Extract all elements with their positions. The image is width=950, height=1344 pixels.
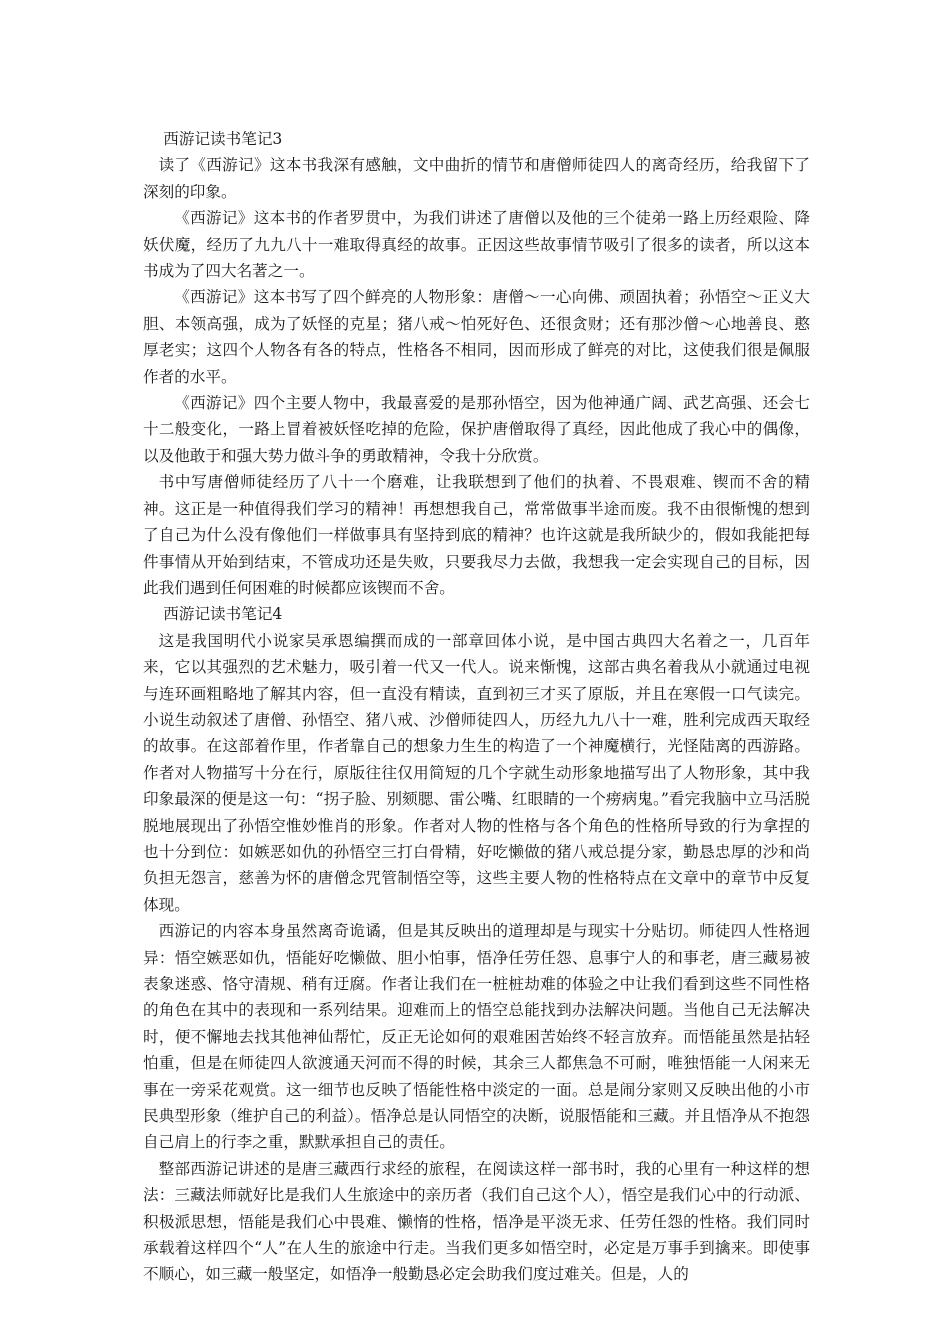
section-heading: 西游记读书笔记4 — [163, 605, 283, 624]
paragraph: 《西游记》这本书的作者罗贯中，为我们讲述了唐僧以及他的三个徒弟一路上历经艰险、降妖伏魔，经历了九九八十一难取得真经的故事。正因这些故事情节吸引了很多的读者，所以这本书成为了四大名著之一。 — [143, 209, 810, 281]
paragraph: 《西游记》这本书写了四个鲜亮的人物形象：唐僧～一心向佛、顽固执着；孙悟空～正义大胆、本领高强，成为了妖怪的克星；猪八戒～怕死好色、还很贪财；还有那沙僧～心地善良、憨厚老实；这四个人物各有各的特点，性格各不相同，因而形成了鲜亮的对比，这使我们很是佩服作者的水平。 — [143, 288, 810, 386]
document-body — [143, 126, 810, 1288]
paragraph: 《西游记》四个主要人物中，我最喜爱的是那孙悟空，因为他神通广阔、武艺高强、还会七十二般变化，一路上冒着被妖怪吃掉的危险，保护唐僧取得了真经，因此他成了我心中的偶像，以及他敢于和强大势力做斗争的勇敢精神，令我十分欣赏。 — [143, 394, 810, 465]
paragraph: 这是我国明代小说家吴承恩编撰而成的一部章回体小说，是中国古典四大名着之一，几百年来，它以其强烈的艺术魅力，吸引着一代又一代人。说来惭愧，这部古典名着我从小就通过电视与连环画粗略地了解其内容，但一直没有精读，直到初三才买了原版，并且在寒假一口气读完。小说生动叙述了唐僧、孙悟空、猪八戒、沙僧师徒四人，历经九九八十一难，胜利完成西天取经的故事。在这部着作里，作者靠自己的想象力生生的构造了一个神魔横行，光怪陆离的西游路。作者对人物描写十分在行，原版往往仅用简短的几个字就生动形象地描写出了人物形象，其中我印象最深的便是这一句：“拐子脸、别颏腮、雷公嘴、红眼睛的一个痨病鬼。”看完我脑中立马活脱脱地展现出了孙悟空惟妙惟肖的形象。作者对人物的性格与各个角色的性格所导致的行为拿捏的也十分到位：如嫉恶如仇的孙悟空三打白骨精，好吃懒做的猪八戒总提分家，勤恳忠厚的沙和尚负担无怨言，慈善为怀的唐僧念咒管制悟空等，这些主要人物的性格特点在文章中的章节中反复体现。 — [143, 631, 810, 914]
paragraph: 整部西游记讲述的是唐三藏西行求经的旅程，在阅读这样一部书时，我的心里有一种这样的想法：三藏法师就好比是我们人生旅途中的亲历者（我们自己这个人），悟空是我们心中的行动派、积极派思想，悟能是我们心中畏难、懒惰的性格，悟净是平淡无求、任劳任怨的性格。我们同时承载着这样四个“人”在人生的旅途中行走。当我们更多如悟空时，必定是万事手到擒来。即使事不顺心，如三藏一般坚定，如悟净一般勤恳必定会助我们度过难关。但是，人的 — [143, 1159, 810, 1284]
paragraph: 读了《西游记》这本书我深有感触，文中曲折的情节和唐僧师徒四人的离奇经历，给我留下了深刻的印象。 — [143, 156, 810, 201]
paragraph: 书中写唐僧师徒经历了八十一个磨难，让我联想到了他们的执着、不畏艰难、锲而不舍的精神。这正是一种值得我们学习的精神！再想想我自己，常常做事半途而废。我不由很惭愧的想到了自己为什么没有像他们一样做事具有坚持到底的精神？也许这就是我所缺少的，假如我能把每件事情从开始到结束，不管成功还是失败，只要我尽力去做，我想我一定会实现自己的目标，因此我们遇到任何困难的时候都应该锲而不舍。 — [143, 473, 810, 597]
paragraph: 西游记的内容本身虽然离奇诡谲，但是其反映出的道理却是与现实十分贴切。师徒四人性格迥异：悟空嫉恶如仇，悟能好吃懒做、胆小怕事，悟净任劳任怨、息事宁人的和事老，唐三藏易被表象迷惑、恪守清规、稍有迂腐。作者让我们在一桩桩劫难的体验之中让我们看到这些不同性格的角色在其中的表现和一系列结果。迎难而上的悟空总能找到办法解决问题。当他自己无法解决时，便不懈地去找其他神仙帮忙，反正无论如何的艰难困苦始终不轻言放弃。而悟能虽然是拈轻怕重，但是在师徒四人欲渡通天河而不得的时候，其余三人都焦急不可耐，唯独悟能一人闲来无事在一旁采花观赏。这一细节也反映了悟能性格中淡定的一面。总是闹分家则又反映出他的小市民典型形象（维护自己的利益）。悟净总是认同悟空的决断，说服悟能和三藏。并且悟净从不抱怨自己肩上的行李之重，默默承担自己的责任。 — [143, 922, 810, 1152]
section-heading: 西游记读书笔记3 — [163, 130, 283, 148]
